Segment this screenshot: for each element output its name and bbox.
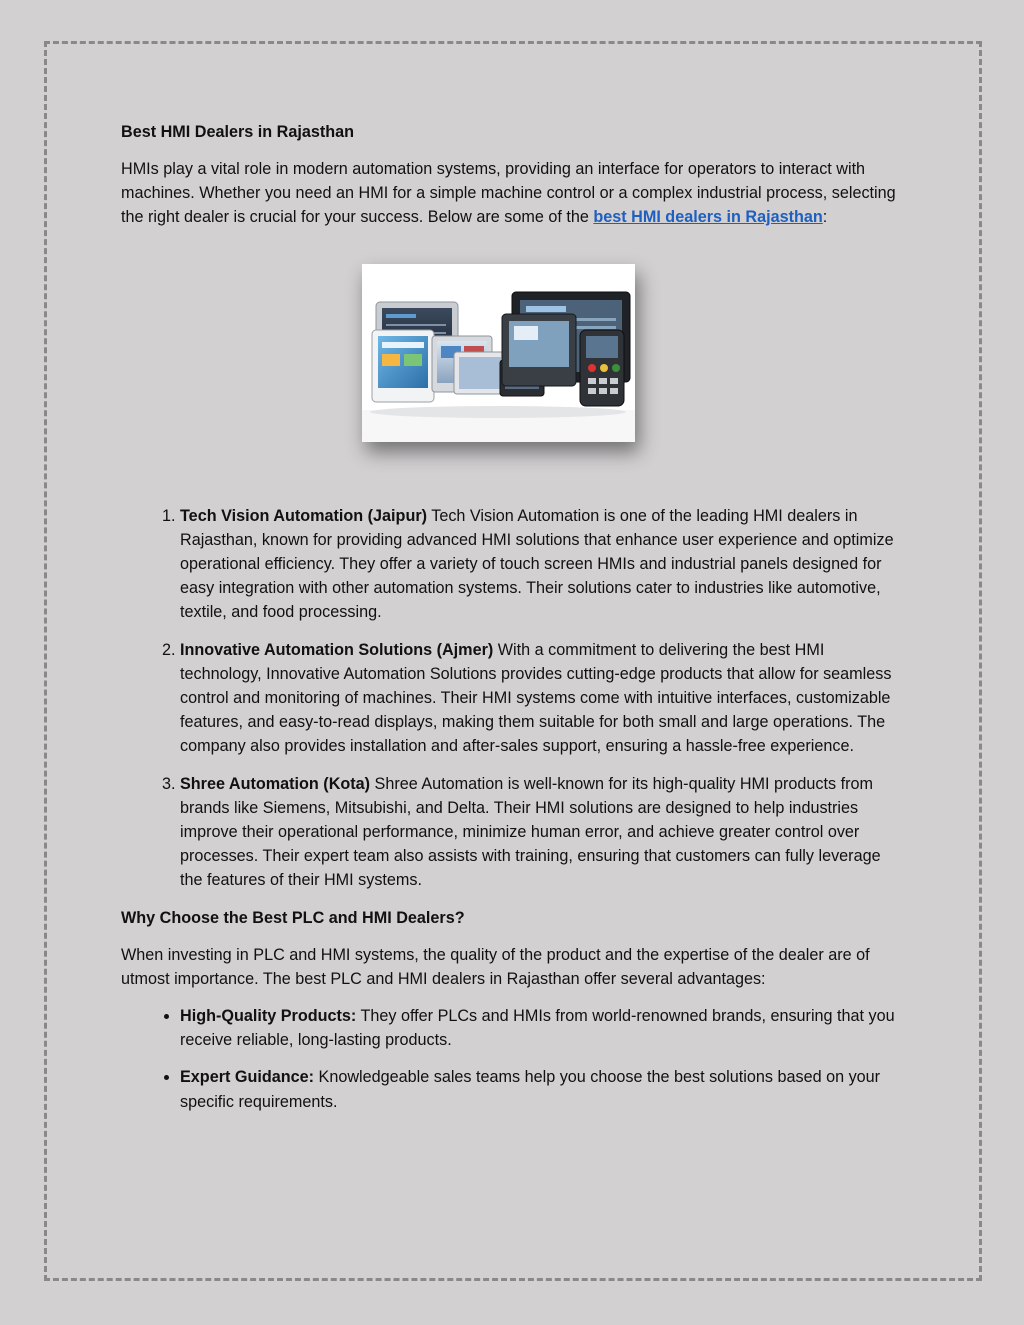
document-content [121, 120, 906, 1127]
intro-text: HMIs play a vital role in modern automation systems, providing an interface for operators to interact with machines. Whether you need an HMI for a simple machine control or a complex industrial process, selecting the right dealer is crucial for your success. Below are some of the [121, 160, 896, 227]
why-paragraph: When investing in PLC and HMI systems, the quality of the product and the expertise of the dealer are of utmost importance. The best PLC and HMI dealers in Rajasthan offer several advantages: [121, 945, 870, 988]
page-title: Best HMI Dealers in Rajasthan [121, 123, 354, 141]
advantage-label: Expert Guidance: [180, 1068, 315, 1087]
intro-paragraph [121, 157, 906, 230]
hmi-panels-illustration [362, 264, 635, 442]
dealers-list [121, 504, 906, 893]
dealer-name: Tech Vision Automation (Jaipur) [180, 506, 428, 525]
dealer-description: Tech Vision Automation is one of the leading HMI dealers in Rajasthan, known for providing advanced HMI solutions that enhance user experience and optimize operational efficiency. They offer a variety of touch screen HMIs and industrial panels designed for easy integration with other automation systems. Their solutions cater to industries like automotive, textile, and food processing. [180, 506, 894, 622]
advantages-list [121, 1004, 906, 1114]
intro-after: : [822, 208, 828, 227]
advantage-description: Knowledgeable sales teams help you choose the best solutions based on your specific requirements. [180, 1068, 881, 1111]
dealer-name: Innovative Automation Solutions (Ajmer) [180, 640, 494, 659]
dealer-name: Shree Automation (Kota) [180, 774, 371, 793]
advantage-label: High-Quality Products: [180, 1007, 357, 1026]
list-item [180, 772, 906, 893]
list-item [180, 504, 906, 625]
dealer-description: With a commitment to delivering the best HMI technology, Innovative Automation Solutions provides cutting-edge products that allow for seamless control and monitoring of machines. Their HMI systems come with intuitive interfaces, customizable features, and easy-to-read displays, making them suitable for both small and large operations. The company also provides installation and after-sales support, ensuring a hassle-free experience. [180, 640, 892, 756]
hmi-products-image [362, 264, 635, 442]
list-item [180, 638, 906, 759]
dealers-link[interactable]: best HMI dealers in Rajasthan [593, 208, 823, 227]
advantage-description: They offer PLCs and HMIs from world-renowned brands, ensuring that you receive reliable, long-lasting products. [180, 1007, 895, 1050]
list-item [180, 1065, 906, 1113]
dealer-description: Shree Automation is well-known for its high-quality HMI products from brands like Siemens, Mitsubishi, and Delta. Their HMI solutions are designed to help industries improve their operational performance, minimize human error, and achieve greater control over processes. Their expert team also assists with training, ensuring that customers can fully leverage the features of their HMI systems. [180, 774, 881, 890]
why-heading: Why Choose the Best PLC and HMI Dealers? [121, 908, 465, 927]
list-item [180, 1004, 906, 1052]
